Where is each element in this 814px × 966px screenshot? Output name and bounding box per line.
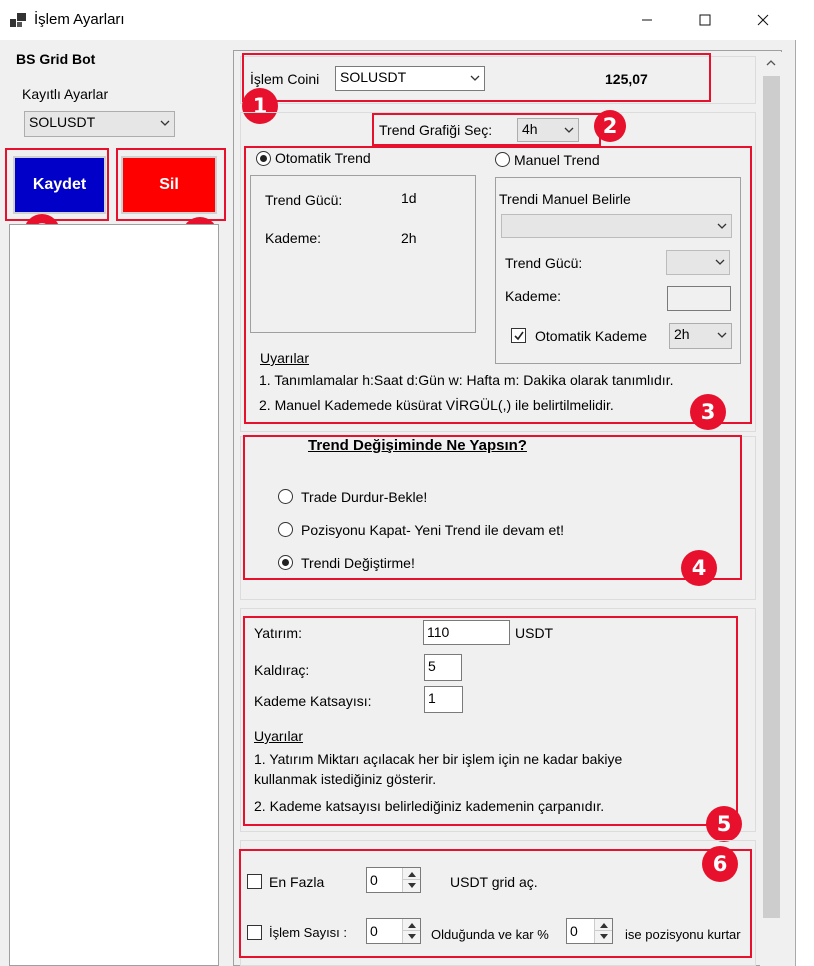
limits-group [240, 840, 756, 966]
leverage-input[interactable] [424, 654, 462, 681]
max-suffix: USDT grid aç. [450, 874, 538, 890]
max-checkbox[interactable] [247, 874, 262, 889]
maximize-icon [699, 14, 711, 26]
minimize-button[interactable] [624, 0, 670, 40]
trend-chart-dropdown[interactable] [517, 118, 579, 142]
coin-price: 125,07 [605, 71, 648, 87]
max-value: 0 [370, 872, 378, 888]
auto-step-label: Kademe: [265, 230, 322, 246]
saved-settings-list[interactable] [9, 224, 219, 966]
stepper-up-button[interactable] [403, 919, 420, 931]
caret-up-icon [408, 922, 416, 928]
trend-warning-2: 2. Manuel Kademede küsürat VİRGÜL(,) ile belirtilmelidir. [259, 397, 614, 413]
investment-warning-1b: kullanmak istediğiniz gösterir. [254, 771, 437, 787]
amount-unit: USDT [515, 625, 554, 641]
profit-value: 0 [570, 923, 578, 939]
manual-trend-dropdown[interactable] [501, 214, 732, 238]
stepper-down-button[interactable] [403, 880, 420, 892]
trade-count-value: 0 [370, 923, 378, 939]
scroll-up-button[interactable] [763, 55, 779, 71]
investment-warning-2: 2. Kademe katsayısı belirlediğiniz kademenin çarpanıdır. [254, 798, 605, 814]
chevron-down-icon [470, 73, 480, 83]
trend-option-3-radio[interactable] [278, 555, 293, 570]
auto-trend-label: Otomatik Trend [275, 150, 371, 166]
amount-label: Yatırım: [254, 625, 302, 641]
badge-2: 2 [594, 110, 626, 142]
chevron-down-icon [715, 257, 725, 267]
profit-stepper[interactable] [566, 918, 613, 944]
trend-warnings-title: Uyarılar [260, 350, 310, 366]
amount-input[interactable] [423, 620, 510, 645]
badge-3: 3 [690, 394, 726, 430]
auto-step-dropdown[interactable] [669, 323, 732, 349]
manual-strength-dropdown[interactable] [666, 250, 730, 275]
coin-label: İşlem Coini [250, 71, 320, 87]
chevron-up-icon [766, 59, 776, 67]
auto-step-value: 2h [401, 230, 417, 246]
badge-1: 1 [242, 88, 278, 124]
manual-strength-label: Trend Gücü: [505, 255, 583, 271]
trend-chart-label: Trend Grafiği Seç: [379, 122, 493, 138]
stepper-up-button[interactable] [403, 868, 420, 880]
coin-value: SOLUSDT [340, 69, 407, 85]
stepper-down-button[interactable] [403, 931, 420, 943]
trend-change-title: Trend Değişiminde Ne Yapsın? [308, 437, 527, 454]
trend-option-3-label: Trendi Değiştirme! [301, 555, 415, 571]
manual-trend-label: Manuel Trend [514, 152, 600, 168]
chevron-down-icon [160, 118, 170, 128]
scrollbar-thumb[interactable] [763, 76, 780, 918]
badge-6: 6 [702, 846, 738, 882]
caret-up-icon [600, 922, 608, 928]
bot-name: BS Grid Bot [16, 51, 96, 67]
auto-step-checkbox[interactable] [511, 328, 526, 343]
saved-settings-label: Kayıtlı Ayarlar [22, 86, 109, 102]
maximize-button[interactable] [682, 0, 728, 40]
trend-option-1-label: Trade Durdur-Bekle! [301, 489, 428, 505]
saved-settings-dropdown[interactable] [24, 111, 175, 137]
investment-warnings-title: Uyarılar [254, 728, 304, 744]
close-button[interactable] [740, 0, 786, 40]
trade-count-label: İşlem Sayısı : [269, 925, 348, 940]
manual-step-label: Kademe: [505, 288, 562, 304]
app-icon [10, 13, 26, 27]
title-bar [0, 0, 796, 40]
close-icon [757, 14, 769, 26]
manual-group-title: Trendi Manuel Belirle [499, 191, 631, 207]
chevron-down-icon [717, 330, 727, 340]
badge-4: 4 [681, 550, 717, 586]
profit-suffix: ise pozisyonu kurtar [625, 927, 741, 942]
window-title: İşlem Ayarları [34, 11, 125, 28]
chevron-down-icon [564, 125, 574, 135]
investment-warning-1a: 1. Yatırım Miktarı açılacak her bir işlem için ne kadar bakiye [254, 751, 623, 767]
trend-option-1-radio[interactable] [278, 489, 293, 504]
amount-value: 110 [427, 624, 450, 640]
trend-chart-value: 4h [522, 121, 538, 137]
max-label: En Fazla [269, 874, 325, 890]
trade-count-stepper[interactable] [366, 918, 421, 944]
auto-step-check-label: Otomatik Kademe [535, 328, 648, 344]
caret-up-icon [408, 871, 416, 877]
stepper-down-button[interactable] [595, 931, 612, 943]
auto-trend-radio[interactable] [256, 151, 271, 166]
max-stepper[interactable] [366, 867, 421, 893]
trend-option-2-radio[interactable] [278, 522, 293, 537]
caret-down-icon [408, 934, 416, 940]
trade-count-mid: Olduğunda ve kar % [431, 927, 549, 942]
caret-down-icon [600, 934, 608, 940]
manual-step-input[interactable] [667, 286, 731, 311]
delete-button[interactable]: Sil [121, 156, 217, 214]
badge-5: 5 [706, 806, 742, 842]
leverage-label: Kaldıraç: [254, 662, 310, 678]
trade-count-checkbox[interactable] [247, 925, 262, 940]
leverage-value: 5 [428, 658, 436, 674]
coin-dropdown[interactable] [335, 66, 485, 91]
save-button[interactable]: Kaydet [13, 156, 106, 214]
multiplier-value: 1 [428, 690, 436, 706]
minimize-icon [641, 14, 653, 26]
trend-option-2-label: Pozisyonu Kapat- Yeni Trend ile devam et! [301, 522, 565, 538]
stepper-up-button[interactable] [595, 919, 612, 931]
chevron-down-icon [717, 221, 727, 231]
auto-step-dropdown-value: 2h [674, 326, 690, 342]
auto-strength-value: 1d [401, 190, 417, 206]
caret-down-icon [408, 883, 416, 889]
multiplier-label: Kademe Katsayısı: [254, 693, 372, 709]
manual-trend-radio[interactable] [495, 152, 510, 167]
multiplier-input[interactable] [424, 686, 463, 713]
trend-warning-1: 1. Tanımlamalar h:Saat d:Gün w: Hafta m: Dakika olarak tanımlıdır. [259, 372, 674, 388]
checkmark-icon [513, 330, 525, 342]
auto-strength-label: Trend Gücü: [265, 192, 343, 208]
trend-change-group [240, 436, 756, 600]
saved-settings-value: SOLUSDT [29, 114, 96, 130]
